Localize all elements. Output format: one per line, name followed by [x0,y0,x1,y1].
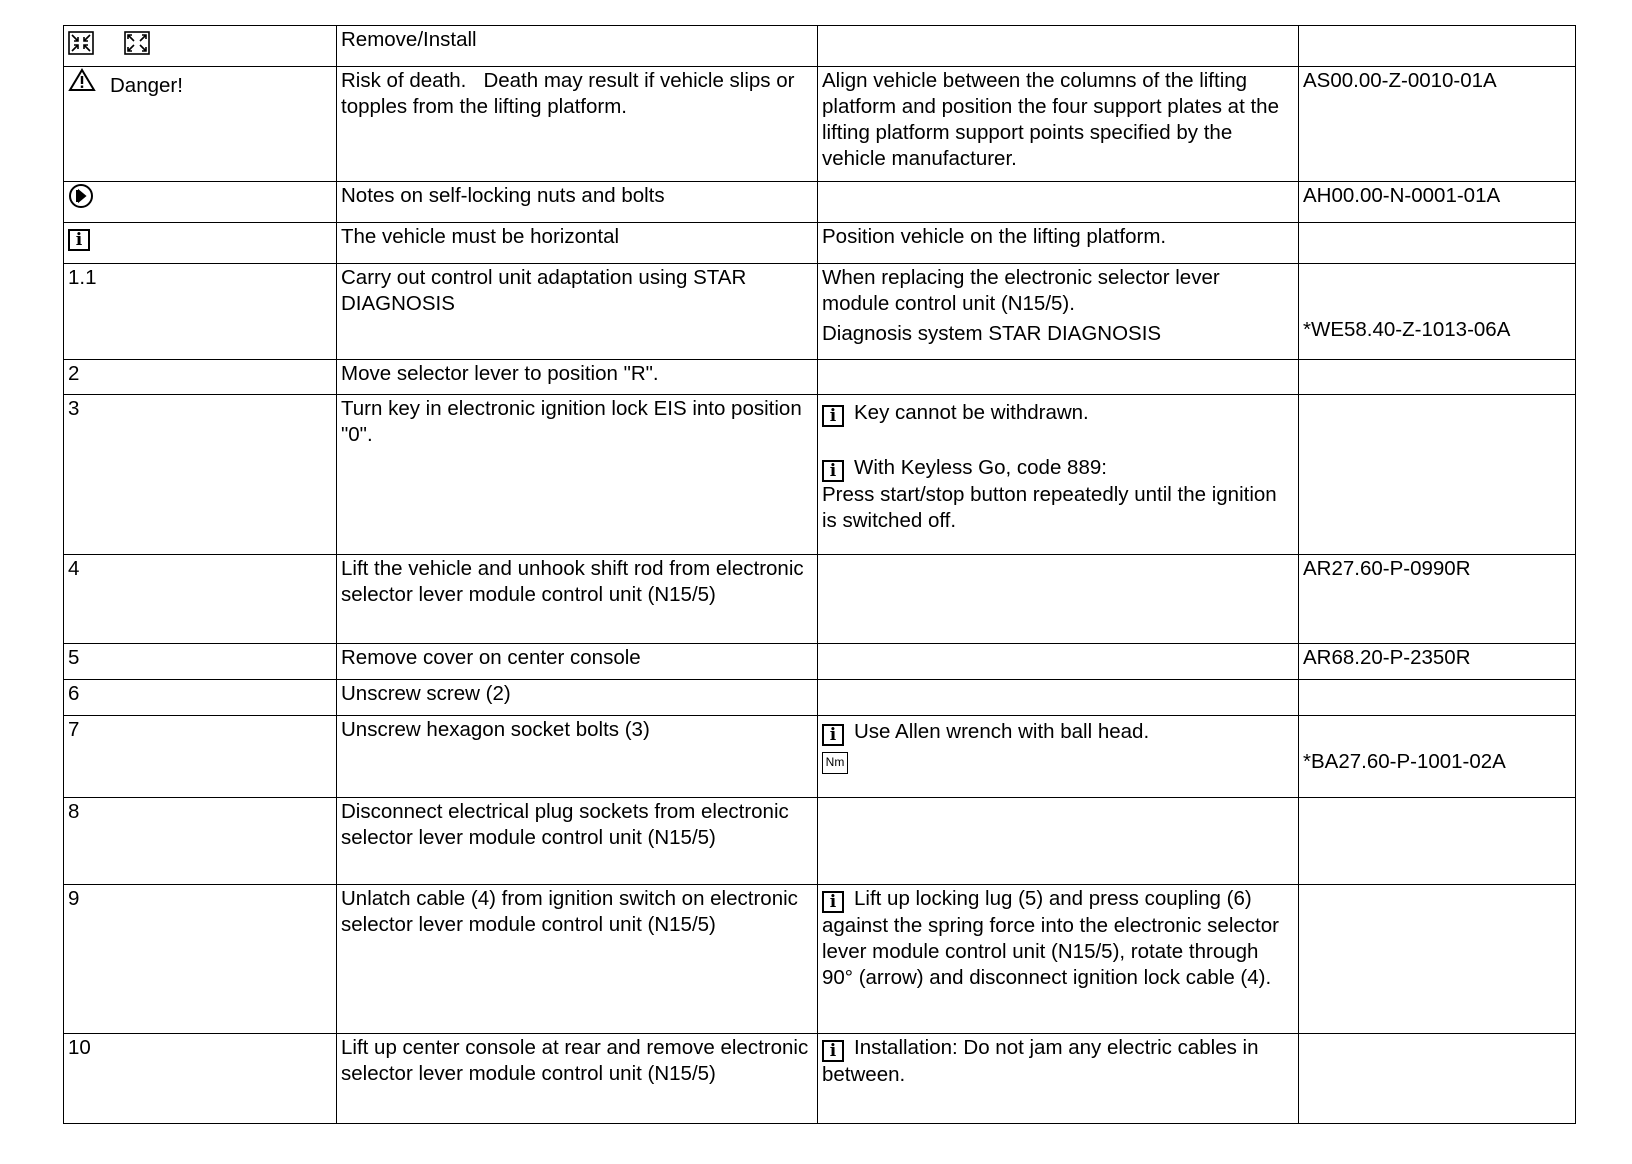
header-icon-cell [64,26,337,67]
table-row [64,67,1576,182]
step-number: 9 [64,885,337,1034]
step-text: Unscrew hexagon socket bolts (3) [337,716,818,798]
step-ref: AR68.20-P-2350R [1299,644,1576,680]
table-row [64,26,1576,67]
info-icon: i [822,724,844,746]
info-icon-cell [64,223,337,264]
table-row [64,360,1576,395]
table-row [64,798,1576,885]
step-text: Unlatch cable (4) from ignition switch on electronic selector lever module control unit (N15/5) [337,885,818,1034]
step-note: i Installation: Do not jam any electric cables in between. [818,1034,1299,1124]
step-note: When replacing the electronic selector lever module control unit (N15/5). Diagnosis system STAR DIAGNOSIS [818,264,1299,360]
info-icon: i [822,405,844,427]
table-row [64,223,1576,264]
step-text: Turn key in electronic ignition lock EIS into position "0". [337,395,818,555]
notes-ref: AH00.00-N-0001-01A [1299,182,1576,223]
step-ref: AR27.60-P-0990R [1299,555,1576,644]
danger-cell [64,67,337,182]
step-number: 8 [64,798,337,885]
step-note: i Lift up locking lug (5) and press coupling (6) against the spring force into the electronic selector lever module control unit (N15/5), rotate through 90° (arrow) and disconnect ignition lock cable (4). [818,885,1299,1034]
step-number: 1.1 [64,264,337,360]
table-row [64,264,1576,360]
table-row [64,885,1576,1034]
table-row [64,716,1576,798]
danger-measure: Align vehicle between the columns of the lifting platform and position the four support plates at the lifting platform support points specified by the vehicle manufacturer. [818,67,1299,182]
notes-icon-cell [64,182,337,223]
step-number: 2 [64,360,337,395]
danger-risk [337,67,818,182]
risk-title: Risk of death. [341,69,467,92]
risk-text: Death may result if vehicle slips or topples from the lifting platform. [341,69,795,118]
info-note: Position vehicle on the lifting platform. [818,223,1299,264]
step-text: Lift up center console at rear and remove electronic selector lever module control unit (N15/5) [337,1034,818,1124]
table-row [64,680,1576,716]
step-ref: *WE58.40-Z-1013-06A [1299,264,1576,360]
step-number: 4 [64,555,337,644]
info-icon: i [822,1040,844,1062]
info-icon: i [822,891,844,913]
step-note: i Key cannot be withdrawn. i With Keyless Go, code 889: Press start/stop button repeatedly until the ignition is switched off. [818,395,1299,555]
header-title: Remove/Install [337,26,818,67]
step-number: 7 [64,716,337,798]
step-number: 10 [64,1034,337,1124]
info-icon: i [822,460,844,482]
step-number: 3 [64,395,337,555]
step-text: Carry out control unit adaptation using STAR DIAGNOSIS [337,264,818,360]
notes-circle-icon [68,183,94,209]
step-note: i Use Allen wrench with ball head. Nm [818,716,1299,798]
step-text: Move selector lever to position "R". [337,360,818,395]
step-text: Remove cover on center console [337,644,818,680]
step-ref: *BA27.60-P-1001-02A [1299,716,1576,798]
procedure-table [63,25,1576,1124]
step-number: 5 [64,644,337,680]
remove-icon [68,31,94,55]
notes-text: Notes on self-locking nuts and bolts [337,182,818,223]
warning-triangle-icon [68,68,96,92]
danger-ref: AS00.00-Z-0010-01A [1299,67,1576,182]
step-text: Lift the vehicle and unhook shift rod from electronic selector lever module control unit (N15/5) [337,555,818,644]
table-row [64,395,1576,555]
install-icon [124,31,150,55]
step-number: 6 [64,680,337,716]
table-row [64,1034,1576,1124]
table-row [64,182,1576,223]
info-icon: i [68,229,90,251]
torque-nm-icon: Nm [822,752,848,774]
table-row [64,555,1576,644]
step-text: Unscrew screw (2) [337,680,818,716]
table-row [64,644,1576,680]
info-text: The vehicle must be horizontal [337,223,818,264]
step-text: Disconnect electrical plug sockets from electronic selector lever module control unit (N15/5) [337,798,818,885]
danger-label: Danger! [110,74,183,97]
